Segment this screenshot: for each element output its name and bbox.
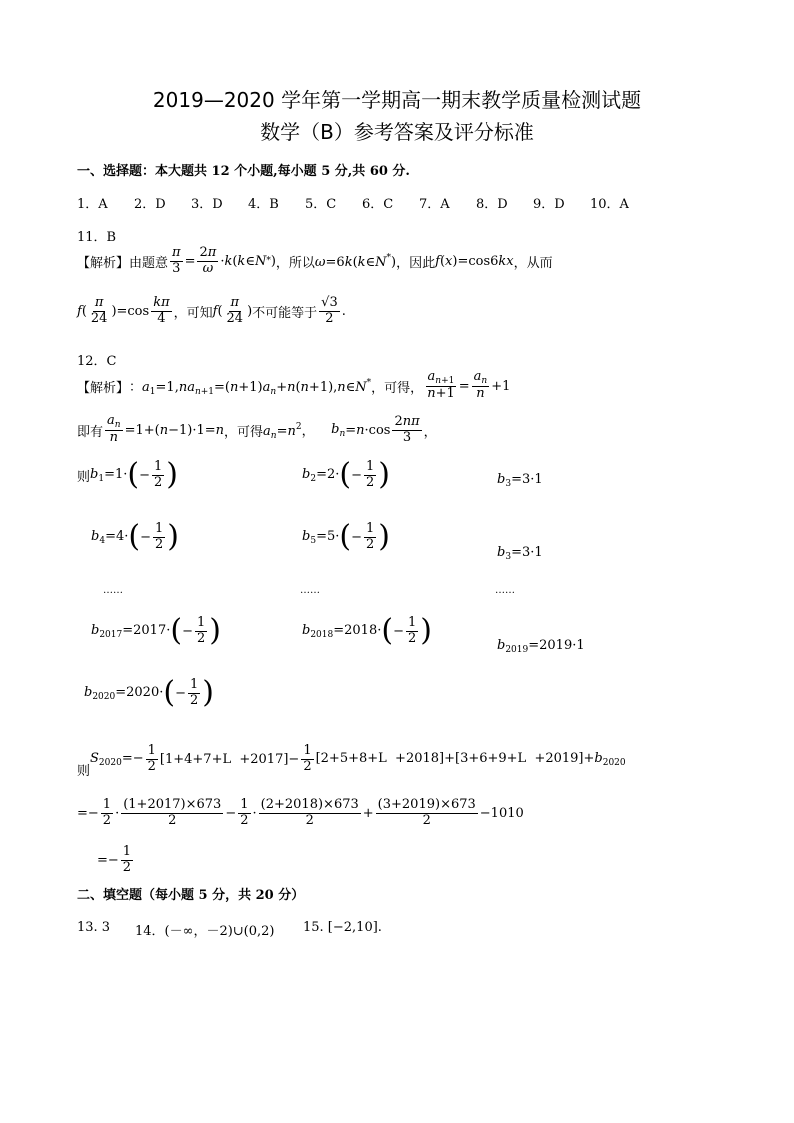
section2-header: 二、填空题（每小题 5 分，共 20 分） xyxy=(77,888,305,903)
q12-b2018: $b_{2018}=2018\cdot$ ( − $\frac{1}{2}$ ) xyxy=(302,613,432,649)
q11-t1: 由题意 xyxy=(129,255,169,271)
q11-line1 xyxy=(77,246,553,277)
q12-b2: $b_2=2\cdot$ ( − $\frac{1}{2}$ ) xyxy=(302,457,390,493)
q12-ze: 则 xyxy=(77,469,91,485)
q11-t2: ，所以 xyxy=(275,255,315,271)
q12-b2019: $b_{2019}=2019\cdot 1$ xyxy=(497,638,585,655)
q12-step3: =− $\frac{1}{2}$ xyxy=(97,844,132,875)
q12-t4: ， xyxy=(423,424,437,440)
q12-label: 12．C xyxy=(77,354,117,369)
fill-q14: 14．(－∞，－2)∪(0,2) xyxy=(135,924,275,939)
q11-t4: ，从而 xyxy=(513,255,553,271)
fill-q13: 13. 3 xyxy=(77,920,111,935)
answer-10: 10．A xyxy=(590,197,629,212)
q12-formula1: ：$a_1=1,na_{n+1}=(n+1)a_n+n(n+1),n\in N^*$ xyxy=(129,377,372,397)
q12-dots-2: …… xyxy=(300,585,320,596)
page-title: 2019—2020 学年第一学期高一期末教学质量检测试题 xyxy=(152,88,642,112)
q12-b1: 则 $b_1=1\cdot$ ( − $\frac{1}{2}$ ) xyxy=(77,457,178,493)
q12-b3: $b_3=3\cdot 1$ xyxy=(497,472,543,489)
q12-line1 xyxy=(77,370,510,402)
answer-7: 7．A xyxy=(419,197,450,212)
answer-6: 6．C xyxy=(362,197,394,212)
answer-8: 8．D xyxy=(476,197,508,212)
q12-dots-3: …… xyxy=(495,585,515,596)
q11-t5: ，可知 xyxy=(173,305,213,321)
q12-b6: $b_3=3\cdot 1$ xyxy=(497,545,543,562)
answer-4: 4．B xyxy=(248,197,279,212)
q12-jiexi: 【解析】 xyxy=(77,380,130,396)
q12-formula5: $b_n$ = n ·cos $\frac{2n\pi}{3}$ xyxy=(331,413,420,445)
fill-q15: 15. [−2,10]. xyxy=(303,920,382,935)
section1-header: 一、选择题：本大题共 12 个小题,每小题 5 分,共 60 分. xyxy=(77,164,410,179)
q11-t3: ，因此 xyxy=(396,255,436,271)
q11-t6: 不可能等于 xyxy=(252,305,318,321)
fill-answers xyxy=(77,920,382,939)
q11-formula2: ω=6k(k∈N*) xyxy=(314,252,397,270)
q12-t1: ，可得， xyxy=(371,380,424,396)
answer-3: 3．D xyxy=(191,197,223,212)
q11-formula1: $\frac{\pi}{3}$ = $\frac{2\pi}{\omega}$ · k ( k ∈ N * ) xyxy=(172,245,276,276)
q11-label: 11．B xyxy=(77,230,117,245)
answer-9: 9．D xyxy=(533,197,565,212)
q12-b5: $b_5=5\cdot$ ( − $\frac{1}{2}$ ) xyxy=(302,519,390,555)
q12-formula3: $\frac{a_n}{n}$ =1+( n −1)·1= n xyxy=(107,413,224,446)
answer-row xyxy=(77,193,629,212)
q12-formula4: $a_n=n^2$， xyxy=(263,421,332,441)
q12-t2: 即有 xyxy=(77,424,104,440)
q12-s2020: 则 $S_{2020}=-$ $\frac{1}{2}$ [1+4+7+L +2017]− $\frac{1}{2}$ $[2+5+8+L +2018]+[3+6+9+L +2019]+b_{2020}$ xyxy=(77,743,626,779)
q12-b4: $b_4=4\cdot$ ( − $\frac{1}{2}$ ) xyxy=(91,519,179,555)
answer-5: 5．C xyxy=(305,197,337,212)
q12-ze-2: 则 xyxy=(77,763,91,779)
q11-formula3: f(x)=cos6kx xyxy=(435,253,514,269)
q12-t3: ，可得 xyxy=(224,424,264,440)
q12-line2 xyxy=(77,414,437,446)
answer-2: 2．D xyxy=(134,197,166,212)
q12-formula2: $\frac{a_{n+1}}{n+1}$ = $\frac{a_n}{n}$ +1 xyxy=(427,369,511,402)
answer-1: 1．A xyxy=(77,197,108,212)
q12-dots-1: …… xyxy=(103,585,123,596)
q11-line2 xyxy=(77,296,346,327)
q12-b2020: $b_{2020}=2020\cdot$ ( − $\frac{1}{2}$ ) xyxy=(84,675,214,711)
q12-step2: =− $\frac{1}{2}$ · $\frac{(1+2017)\times 673}{2}$ − $\frac{1}{2}$ · $\frac{(2+2018)\times 673}{2}$ + $\frac{(3+2019)\times 673}{2}$ −1010 xyxy=(77,797,524,828)
q12-b2017: $b_{2017}=2017\cdot$ ( − $\frac{1}{2}$ ) xyxy=(91,613,221,649)
q11-formula4: f ( $\frac{\pi}{24}$ )=cos $\frac{k\pi}{4}$ xyxy=(77,295,170,326)
q11-formula5: f ( $\frac{\pi}{24}$ ) xyxy=(212,295,253,326)
q11-formula6: $\frac{√3}{2}$ . xyxy=(321,295,346,326)
q11-jiexi: 【解析】 xyxy=(77,255,130,271)
page-subtitle: 数学（B）参考答案及评分标准 xyxy=(260,120,534,144)
